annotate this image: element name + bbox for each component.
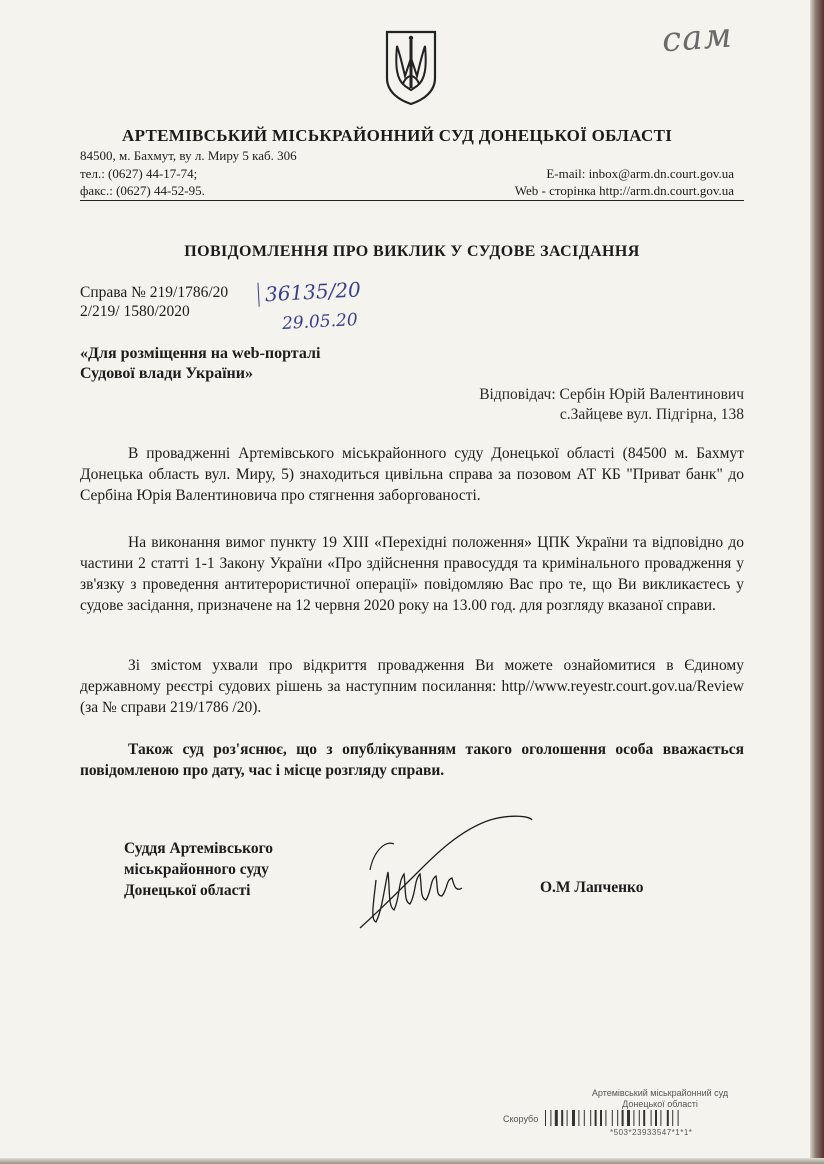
handwritten-registration-number: 36135/20 [257,277,361,306]
barcode-label: Скорубо [503,1114,539,1124]
body-paragraph-2: На виконання вимог пункту 19 XIII «Перехідні положення» ЦПК України та відповідно до частини 2 статті 1-1 Закону України «Про здійснення правосуддя та кримінального провадження у зв'язку з проведення антитерористичної операції» повідомляю Вас про те, що Ви викликаєтесь у судове засідання, призначене на 12 червня 2020 року на 13.00 год. для розгляду вказаної справи. [80,534,744,614]
portal-note-line1: «Для розміщення на web-порталі [80,345,321,362]
judge-title [124,838,273,901]
court-email: E-mail: inbox@arm.dn.court.gov.ua [546,166,734,181]
barcode-number: *503*23933547*1*1* [610,1128,693,1137]
judge-name: О.М Лапченко [540,879,644,896]
body-paragraph-3: Зі змістом ухвали про відкриття провадження Ви можете ознайомитися в Єдиному державному реєстрі судових рішень за наступним посилання: http//www.reyestr.court.gov.ua/Review (за № справи 219/1786 /20). [80,657,744,716]
court-phone: тел.: (0627) 44-17-74; [80,166,198,181]
judge-title-line2: міськрайонного суду [124,861,269,878]
registration-stamp [560,1088,760,1110]
court-website: Web - сторінка http://arm.dn.court.gov.ua [514,183,734,198]
handwritten-corner-note: сам [660,15,734,61]
stamp-line2: Донецької області [622,1099,698,1109]
court-name: АРТЕМІВСЬКИЙ МІСЬКРАЙОННИЙ СУД ДОНЕЦЬКОЇ ОБЛАСТІ [122,126,673,145]
body-paragraph-1: В провадженні Артемівського міськрайонного суду Донецької області (84500 м. Бахмут Донецька область вул. Миру, 5) знаходиться цивільна справа за позовом АТ КБ "Приват банк" до Сербіна Юрія Валентиновича про стягнення заборгованості. [80,445,744,504]
handwritten-registration-date: 29.05.20 [281,310,359,334]
coat-of-arms-icon [383,28,439,106]
court-address: 84500, м. Бахмут, ву л. Миру 5 каб. 306 [80,148,297,163]
document-title: ПОВІДОМЛЕННЯ ПРО ВИКЛИК У СУДОВЕ ЗАСІДАННЯ [184,243,640,260]
stamp-line1: Артемівський міськрайонний суд [591,1088,729,1098]
case-number: Справа № 219/1786/20 [80,284,229,301]
judge-title-line3: Донецької області [124,882,251,899]
header-divider [80,200,744,201]
handwritten-signature [340,810,540,940]
judge-title-line1: Суддя Артемівського [124,840,274,857]
barcode-icon [545,1110,765,1126]
portal-note [80,344,320,384]
defendant-address: с.Зайцеве вул. Підгірна, 138 [559,406,744,423]
portal-note-line2: Судової влади України» [80,365,253,382]
court-fax: факс.: (0627) 44-52-95. [80,183,205,198]
body-paragraph-4: Також суд роз'яснює, що з опублікуванням такого оголошення особа вважається повідомленою про дату, час і місце розгляду справи. [80,741,744,779]
page-edge-right [810,0,824,1164]
page-edge-bottom [0,1158,824,1164]
proceeding-number: 2/219/ 1580/2020 [80,303,190,320]
defendant-name: Відповідач: Сербін Юрій Валентинович [479,386,744,403]
